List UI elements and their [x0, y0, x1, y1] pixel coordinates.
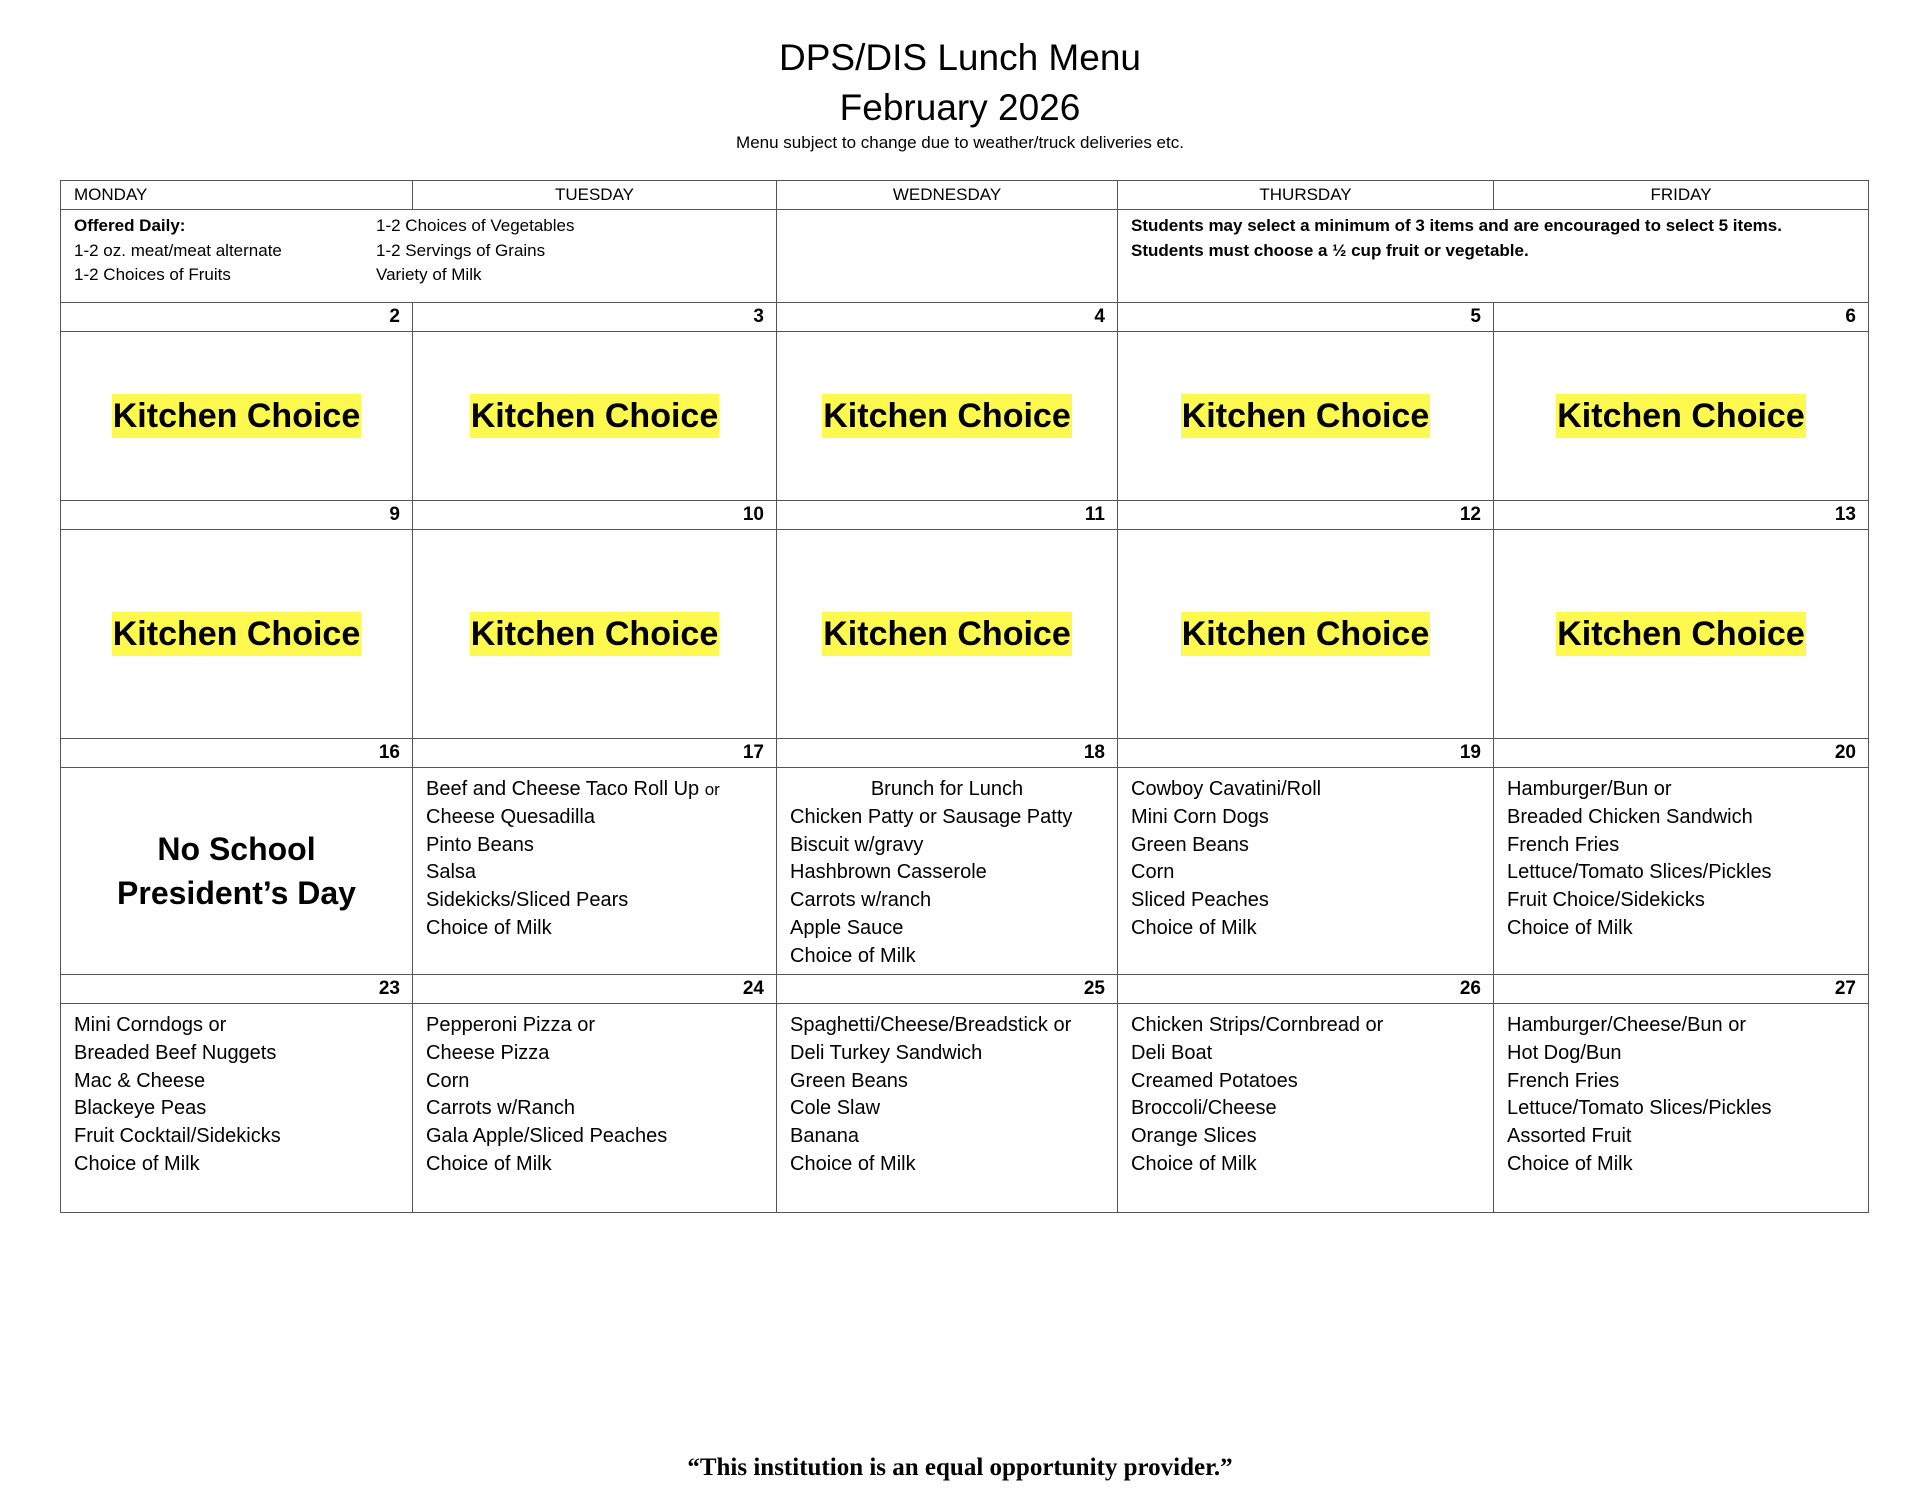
- weekday-header-row: [61, 181, 1869, 210]
- day-cell: [61, 530, 413, 739]
- day-header-friday: FRIDAY: [1494, 181, 1869, 210]
- day-menu-17: [413, 768, 777, 975]
- menu-item: Cole Slaw: [790, 1097, 881, 1120]
- menu-item: Corn: [426, 1069, 470, 1092]
- no-school-label: No School: [157, 831, 316, 867]
- day-cell: [1494, 530, 1869, 739]
- menu-item: Fruit Choice/Sidekicks: [1507, 889, 1705, 912]
- day-header-tuesday: TUESDAY: [413, 181, 777, 210]
- selection-rule: Students must choose a ½ cup fruit or vegetable.: [1131, 240, 1529, 260]
- week-4-menu: [61, 1004, 1869, 1213]
- page-title: DPS/DIS Lunch Menu: [779, 37, 1141, 78]
- kitchen-choice-label: Kitchen Choice: [822, 394, 1071, 438]
- menu-item: Choice of Milk: [426, 1152, 552, 1175]
- menu-item: Choice of Milk: [1131, 1152, 1257, 1175]
- day-header-thursday: THURSDAY: [1118, 181, 1494, 210]
- kitchen-choice-label: Kitchen Choice: [1556, 612, 1805, 656]
- week-4-dates: [61, 975, 1869, 1004]
- kitchen-choice-label: Kitchen Choice: [470, 394, 719, 438]
- no-school-cell: [61, 768, 413, 975]
- menu-item: Mini Corndogs or: [74, 1014, 227, 1036]
- menu-item: Breaded Beef Nuggets: [74, 1041, 277, 1064]
- menu-item: Banana: [790, 1125, 859, 1148]
- kitchen-choice-label: Kitchen Choice: [1556, 394, 1805, 438]
- menu-item: Lettuce/Tomato Slices/Pickles: [1507, 861, 1772, 884]
- menu-item: Cheese Pizza: [426, 1041, 550, 1064]
- day-menu-19: [1118, 768, 1494, 975]
- date-number: 6: [1494, 303, 1869, 332]
- selection-rule: Students may select a minimum of 3 items and are encouraged to select 5 items.: [1131, 216, 1782, 235]
- menu-item: Apple Sauce: [790, 916, 904, 939]
- menu-item: Orange Slices: [1131, 1125, 1257, 1148]
- date-number: 25: [777, 975, 1118, 1004]
- menu-item: Broccoli/Cheese: [1131, 1097, 1277, 1120]
- kitchen-choice-label: Kitchen Choice: [112, 394, 361, 438]
- kitchen-choice-label: Kitchen Choice: [822, 612, 1071, 656]
- menu-item: Choice of Milk: [74, 1152, 200, 1175]
- menu-item: French Fries: [1507, 833, 1620, 856]
- day-cell: [777, 332, 1118, 501]
- date-number: 4: [777, 303, 1118, 332]
- menu-item: Mini Corn Dogs: [1131, 805, 1269, 828]
- menu-item: Sidekicks/Sliced Pears: [426, 889, 629, 912]
- menu-item: Breaded Chicken Sandwich: [1507, 805, 1753, 828]
- day-menu-23: [61, 1004, 413, 1213]
- day-header-monday: MONDAY: [61, 181, 413, 210]
- day-menu-25: [777, 1004, 1118, 1213]
- day-cell: [413, 530, 777, 739]
- day-cell: [61, 332, 413, 501]
- menu-item: Pinto Beans: [426, 833, 534, 856]
- menu-item: Pepperoni Pizza or: [426, 1014, 595, 1036]
- menu-item: Mac & Cheese: [74, 1069, 206, 1092]
- date-number: 10: [413, 501, 777, 530]
- menu-item: Cheese Quesadilla: [426, 805, 595, 828]
- empty-cell: [777, 210, 1118, 303]
- date-number: 24: [413, 975, 777, 1004]
- menu-item: Sliced Peaches: [1131, 889, 1269, 912]
- day-cell: [413, 332, 777, 501]
- menu-item: Choice of Milk: [1507, 916, 1633, 939]
- menu-item: Gala Apple/Sliced Peaches: [426, 1125, 668, 1148]
- offered-daily-row: [61, 210, 1869, 303]
- date-number: 11: [777, 501, 1118, 530]
- menu-item: Choice of Milk: [790, 944, 916, 967]
- date-number: 27: [1494, 975, 1869, 1004]
- offered-item: 1-2 Choices of Vegetables: [376, 216, 575, 235]
- offered-daily-cell: [61, 210, 777, 303]
- menu-item: Choice of Milk: [1131, 916, 1257, 939]
- date-number: 5: [1118, 303, 1494, 332]
- menu-item: Carrots w/ranch: [790, 889, 932, 912]
- date-number: 26: [1118, 975, 1494, 1004]
- day-menu-27: [1494, 1004, 1869, 1213]
- menu-item: Green Beans: [1131, 833, 1249, 856]
- menu-item: Cowboy Cavatini/Roll: [1131, 778, 1322, 800]
- menu-item: Lettuce/Tomato Slices/Pickles: [1507, 1097, 1772, 1120]
- menu-item: Hot Dog/Bun: [1507, 1041, 1622, 1064]
- offered-item: 1-2 Choices of Fruits: [74, 265, 231, 284]
- menu-item: French Fries: [1507, 1069, 1620, 1092]
- date-number: 12: [1118, 501, 1494, 530]
- week-1-dates: [61, 303, 1869, 332]
- day-cell: [1118, 530, 1494, 739]
- week-1-menu: [61, 332, 1869, 501]
- menu-item: Chicken Patty or Sausage Patty: [790, 805, 1073, 828]
- day-cell: [1118, 332, 1494, 501]
- menu-item: Hamburger/Cheese/Bun or: [1507, 1014, 1747, 1036]
- menu-item: Blackeye Peas: [74, 1097, 207, 1120]
- day-header-wednesday: WEDNESDAY: [777, 181, 1118, 210]
- menu-item: Fruit Cocktail/Sidekicks: [74, 1125, 281, 1148]
- day-menu-24: [413, 1004, 777, 1213]
- lunch-menu-calendar: [60, 180, 1869, 1213]
- date-number: 16: [61, 739, 413, 768]
- kitchen-choice-label: Kitchen Choice: [112, 612, 361, 656]
- date-number: 2: [61, 303, 413, 332]
- menu-item: Deli Turkey Sandwich: [790, 1041, 983, 1064]
- week-3-menu: [61, 768, 1869, 975]
- date-number: 9: [61, 501, 413, 530]
- day-menu-26: [1118, 1004, 1494, 1213]
- menu-item: Salsa: [426, 861, 477, 884]
- offered-item: Variety of Milk: [376, 265, 482, 284]
- date-number: 18: [777, 739, 1118, 768]
- day-menu-20: [1494, 768, 1869, 975]
- menu-heading: Brunch for Lunch: [870, 778, 1024, 800]
- menu-item: Carrots w/Ranch: [426, 1097, 575, 1120]
- offered-daily-label: Offered Daily:: [74, 216, 186, 235]
- selection-rules-cell: [1118, 210, 1869, 303]
- menu-item: Choice of Milk: [426, 916, 552, 939]
- menu-item: Beef and Cheese Taco Roll Up or: [426, 778, 720, 800]
- menu-item: Green Beans: [790, 1069, 908, 1092]
- date-number: 17: [413, 739, 777, 768]
- menu-item: Choice of Milk: [790, 1152, 916, 1175]
- date-number: 19: [1118, 739, 1494, 768]
- menu-item: Hamburger/Bun or: [1507, 778, 1672, 800]
- offered-item: 1-2 Servings of Grains: [376, 240, 546, 260]
- equal-opportunity-statement: “This institution is an equal opportunity provider.”: [687, 1454, 1233, 1481]
- kitchen-choice-label: Kitchen Choice: [1181, 612, 1430, 656]
- menu-item: Assorted Fruit: [1507, 1125, 1632, 1148]
- menu-item: Hashbrown Casserole: [790, 861, 987, 884]
- menu-item: Creamed Potatoes: [1131, 1069, 1298, 1092]
- menu-item: Deli Boat: [1131, 1041, 1213, 1064]
- holiday-label: President’s Day: [117, 875, 356, 911]
- month-title: February 2026: [839, 87, 1081, 128]
- week-2-menu: [61, 530, 1869, 739]
- menu-item: Chicken Strips/Cornbread or: [1131, 1014, 1384, 1036]
- date-number: 23: [61, 975, 413, 1004]
- kitchen-choice-label: Kitchen Choice: [470, 612, 719, 656]
- day-cell: [1494, 332, 1869, 501]
- day-menu-18: [777, 768, 1118, 975]
- date-number: 3: [413, 303, 777, 332]
- day-cell: [777, 530, 1118, 739]
- offered-item: 1-2 oz. meat/meat alternate: [74, 240, 282, 260]
- date-number: 20: [1494, 739, 1869, 768]
- date-number: 13: [1494, 501, 1869, 530]
- menu-item: Choice of Milk: [1507, 1152, 1633, 1175]
- week-3-dates: [61, 739, 1869, 768]
- menu-item: Biscuit w/gravy: [790, 833, 924, 856]
- kitchen-choice-label: Kitchen Choice: [1181, 394, 1430, 438]
- week-2-dates: [61, 501, 1869, 530]
- menu-disclaimer: Menu subject to change due to weather/truck deliveries etc.: [736, 133, 1184, 152]
- menu-item: Corn: [1131, 861, 1175, 884]
- menu-item: Spaghetti/Cheese/Breadstick or: [790, 1014, 1072, 1036]
